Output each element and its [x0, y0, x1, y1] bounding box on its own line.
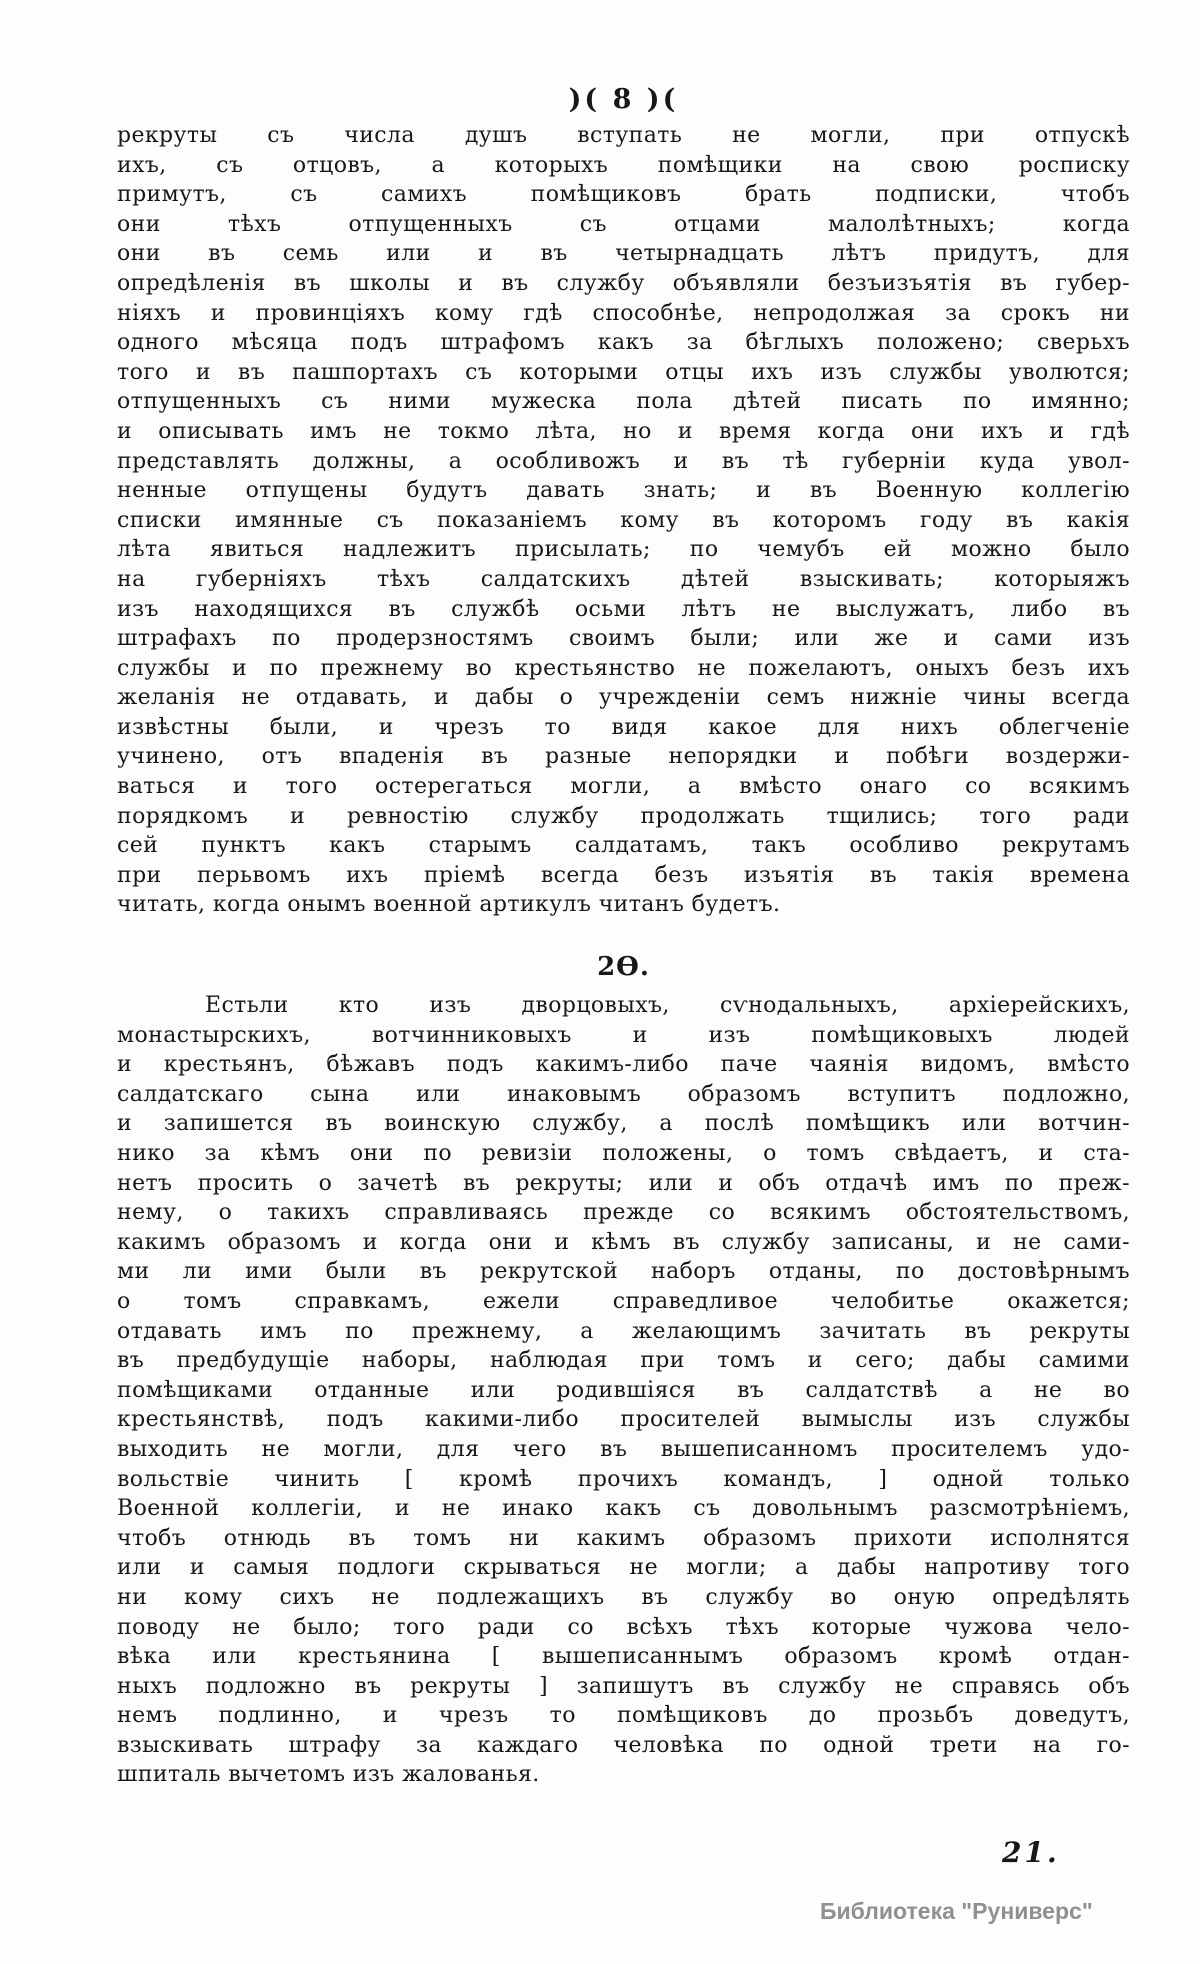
text-line: порядкомъ и ревностію службу продолжать тщились; того ради [117, 803, 1130, 829]
text-line: списки имянные съ показаніемъ кому въ которомъ году въ какія [117, 507, 1130, 533]
text-line: ихъ, съ отцовъ, а которыхъ помѣщики на свою росписку [117, 152, 1130, 178]
text-column [117, 84, 1130, 1790]
text-line: салдатскаго сына или инаковымъ образомъ вступитъ подложно, [117, 1081, 1130, 1107]
text-line: службы и по прежнему во крестьянство не пожелаютъ, оныхъ безъ ихъ [117, 655, 1130, 681]
text-line: ваться и того остерегаться могли, а вмѣсто онаго со всякимъ [117, 774, 1130, 800]
text-line: крестьянствѣ, подъ какими-либо просителей вымыслы изъ службы [117, 1407, 1130, 1433]
text-line: при перьвомъ ихъ пріемѣ всегда безъ изъятія въ такія времена [117, 862, 1130, 888]
text-line: какимъ образомъ и когда они и кѣмъ въ службу записаны, и не сами- [117, 1229, 1130, 1255]
text-line: рекруты съ числа душъ вступать не могли, при отпускѣ [117, 123, 1130, 148]
text-line: вольствіе чинить [ кромѣ прочихъ командъ, ] одной только [117, 1466, 1130, 1492]
text-line: выходить не могли, для чего въ вышеписанномъ просителемъ удо- [117, 1436, 1130, 1462]
text-line: о томъ справкамъ, ежели справедливое челобитье окажется; [117, 1288, 1130, 1314]
text-line: опредѣленія въ школы и въ службу объявляли безъизъятія въ губер- [117, 270, 1130, 296]
text-line: отдавать имъ по прежнему, а желающимъ зачитать въ рекруты [117, 1318, 1130, 1344]
library-watermark: Библиотека "Руниверс" [820, 1898, 1093, 1924]
text-line: ніяхъ и провинціяхъ кому гдѣ способнѣе, непродолжая за срокъ ни [117, 300, 1130, 326]
text-line: или и самыя подлоги скрываться не могли; а дабы напротиву того [117, 1555, 1130, 1581]
text-line: ныхъ подложно въ рекруты ] запишутъ въ службу не справясь объ [117, 1673, 1130, 1699]
text-line: желанія не отдавать, и дабы о учрежденіи семъ нижніе чины всегда [117, 685, 1130, 711]
text-line: немъ подлинно, и чрезъ то помѣщиковъ до прозьбъ доведутъ, [117, 1703, 1130, 1729]
text-line: и описывать имъ не токмо лѣта, но и время когда они ихъ и гдѣ [117, 418, 1130, 444]
text-line: представлять должны, а особливожъ и въ тѣ губерніи куда увол- [117, 448, 1130, 474]
text-line: одного мѣсяца подъ штрафомъ какъ за бѣглыхъ положено; сверьхъ [117, 330, 1130, 356]
text-line: сей пунктъ какъ старымъ салдатамъ, такъ особливо рекрутамъ [117, 833, 1130, 859]
paragraph-continuation [117, 121, 1130, 920]
text-line: поводу не было; того ради со всѣхъ тѣхъ которые чужова чело- [117, 1614, 1130, 1640]
text-line: читать, когда онымъ военной артикулъ читанъ будетъ. [117, 892, 781, 918]
text-line: нетъ просить о зачетѣ въ рекруты; или и объ отдачѣ имъ по преж- [117, 1170, 1130, 1196]
text-line: монастырскихъ, вотчинниковыхъ и изъ помѣщиковыхъ людей [117, 1022, 1130, 1048]
text-line: Естьли кто изъ дворцовыхъ, сѵнодальныхъ, архіерейскихъ, [205, 993, 1130, 1019]
text-line: извѣстны были, и чрезъ то видя какое для нихъ облегченіе [117, 714, 1130, 740]
text-line: изъ находящихся въ службѣ осьми лѣтъ не выслужатъ, либо въ [117, 596, 1130, 622]
text-line: отпущенныхъ съ ними мужеска пола дѣтей писать по имянно; [117, 389, 1130, 415]
text-line: вѣка или крестьянина [ вышеписаннымъ образомъ кромѣ отдан- [117, 1644, 1130, 1670]
text-line: шпиталь вычетомъ изъ жалованья. [117, 1762, 540, 1788]
page-header-marker: )( 8 )( [568, 84, 679, 115]
text-line: того и въ пашпортахъ съ которыми отцы ихъ изъ службы уволются; [117, 359, 1130, 385]
text-line: помѣщиками отданные или родившіяся въ салдатствѣ а не во [117, 1377, 1130, 1403]
text-line: ни кому сихъ не подлежащихъ въ службу во оную опредѣлять [117, 1584, 1130, 1610]
text-line: и запишется въ воинскую службу, а послѣ помѣщикъ или вотчин- [117, 1111, 1130, 1137]
section-number: 2Ѳ. [597, 952, 650, 983]
text-line: взыскивать штрафу за каждаго человѣка по одной трети на го- [117, 1732, 1130, 1758]
text-line: примутъ, съ самихъ помѣщиковъ брать подписки, чтобъ [117, 182, 1130, 208]
text-line: Военной коллегіи, и не инако какъ съ довольнымъ разсмотрѣніемъ, [117, 1496, 1130, 1522]
text-line: и крестьянъ, бѣжавъ подъ какимъ-либо паче чаянія видомъ, вмѣсто [117, 1052, 1130, 1078]
text-line: учинено, отъ впаденія въ разные непорядки и побѣги воздержи- [117, 744, 1130, 770]
text-line: нико за кѣмъ они по ревизіи положены, о томъ свѣдаетъ, и ста- [117, 1141, 1130, 1166]
text-line: ми ли ими были въ рекрутской наборъ отданы, по достовѣрнымъ [117, 1259, 1130, 1285]
text-line: они въ семь или и въ четырнадцать лѣтъ придутъ, для [117, 241, 1130, 267]
text-line: ненные отпущены будутъ давать знать; и въ Военную коллегію [117, 478, 1130, 504]
text-line: штрафахъ по продерзностямъ своимъ были; или же и сами изъ [117, 626, 1130, 652]
text-line: въ предбудущіе наборы, наблюдая при томъ и сего; дабы самими [117, 1348, 1130, 1374]
text-line: на губерніяхъ тѣхъ салдатскихъ дѣтей взыскивать; которыяжъ [117, 566, 1130, 592]
text-line: лѣта явиться надлежитъ присылать; по чемубъ ей можно было [117, 537, 1130, 563]
page-number: 21. [1002, 1836, 1060, 1869]
text-line: они тѣхъ отпущенныхъ съ отцами малолѣтныхъ; когда [117, 211, 1130, 237]
text-line: нему, о такихъ справливаясь прежде со всякимъ обстоятельствомъ, [117, 1200, 1130, 1226]
text-line: чтобъ отнюдь въ томъ ни какимъ образомъ прихоти исполнятся [117, 1525, 1130, 1551]
paragraph-article [117, 991, 1130, 1790]
